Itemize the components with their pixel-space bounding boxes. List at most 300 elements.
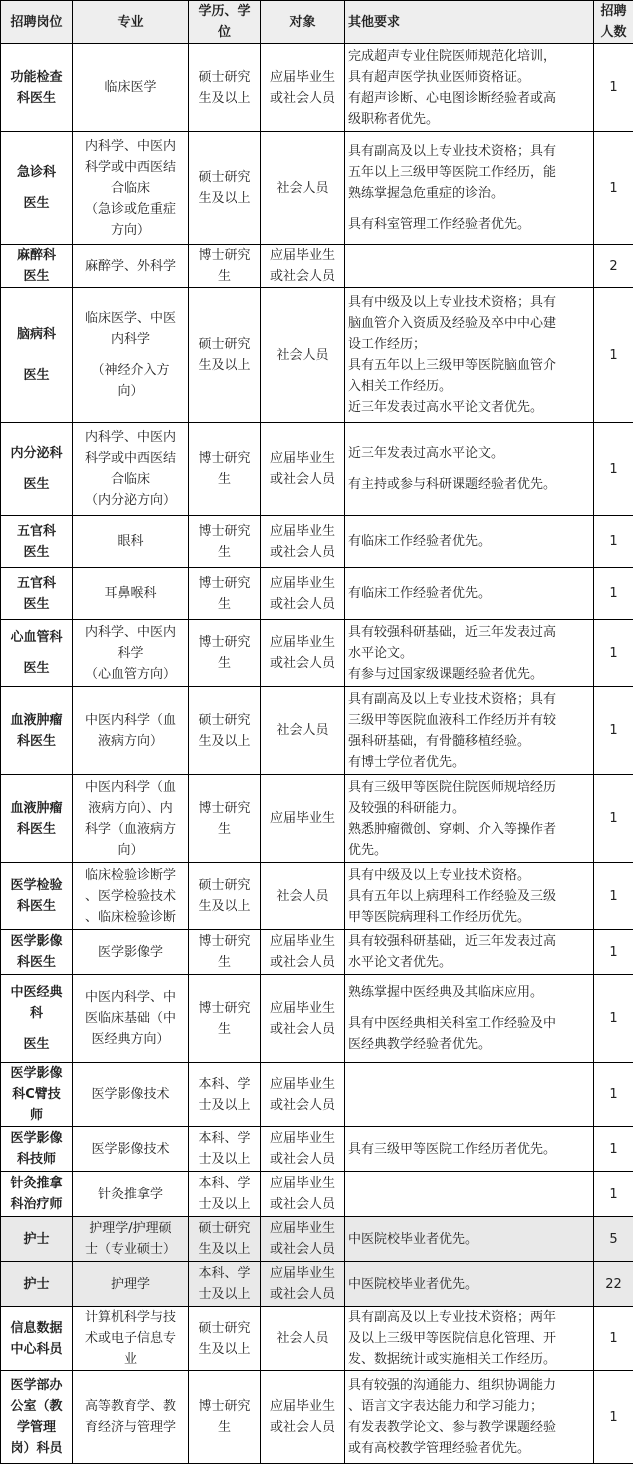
cell-line: 士及以上 [192, 1095, 257, 1116]
cell-line: 发、数据统计或实施相关工作经历。 [348, 1349, 590, 1370]
cell-post [1, 132, 73, 245]
cell-post [1, 1262, 73, 1307]
cell-requirements [345, 1307, 594, 1371]
cell-line: 内科学 [76, 329, 185, 350]
cell-post [1, 1371, 73, 1464]
cell-target [261, 44, 345, 132]
cell-line: 具有科室管理工作经验者优先。 [348, 214, 590, 235]
cell-line: 入相关工作经历。 [348, 376, 590, 397]
cell-line: 生 [192, 653, 257, 674]
cell-line: 内科学、中医内 [76, 622, 185, 643]
cell-line: 生及以上 [192, 1339, 257, 1360]
cell-target [261, 1063, 345, 1127]
table-row [1, 568, 633, 620]
cell-line: 医生 [4, 193, 69, 214]
table-row [1, 930, 633, 975]
cell-requirements [345, 975, 594, 1063]
cell-requirements [345, 245, 594, 288]
cell-education [189, 132, 261, 245]
cell-line: 公室（教 [4, 1396, 69, 1417]
table-row [1, 245, 633, 288]
cell-line: 五官科 [4, 521, 69, 542]
cell-requirements [345, 1063, 594, 1127]
header-requirements [345, 1, 594, 44]
cell-post [1, 1172, 73, 1217]
table-row [1, 516, 633, 568]
cell-line: 应届毕业生 [264, 1173, 341, 1194]
cell-line: 科治疗师 [4, 1194, 69, 1215]
table-row [1, 975, 633, 1063]
cell-line: 具有三级甲等医院住院医师规培经历 [348, 777, 590, 798]
cell-line: 博士研究 [192, 521, 257, 542]
cell-line: 社会人员 [264, 720, 341, 741]
cell-line: 中医经典 [4, 982, 69, 1003]
cell-line: 应届毕业生 [264, 998, 341, 1019]
cell-line: 急诊科 [4, 162, 69, 183]
table-body [1, 44, 633, 1464]
cell-count: 1 [594, 1307, 633, 1371]
cell-line: 其他要求 [348, 12, 590, 33]
cell-line: 中医内科学（血 [76, 710, 185, 731]
cell-line: 或社会人员 [264, 594, 341, 615]
cell-line: 硕士研究 [192, 875, 257, 896]
cell-target [261, 245, 345, 288]
cell-post [1, 568, 73, 620]
cell-line: 医临床基础（中 [76, 1008, 185, 1029]
cell-line: 近三年发表过高水平论文。 [348, 443, 590, 464]
cell-line: 医学影像 [4, 931, 69, 952]
cell-target [261, 1172, 345, 1217]
cell-line: 液病方向） [76, 731, 185, 752]
cell-target [261, 1262, 345, 1307]
cell-line: 医生 [4, 658, 69, 679]
cell-line: 应届毕业生 [264, 521, 341, 542]
cell-line: 或社会人员 [264, 1019, 341, 1040]
cell-line: 生及以上 [192, 896, 257, 917]
cell-line: 护士 [4, 1229, 69, 1250]
cell-line: 或社会人员 [264, 1239, 341, 1260]
cell-line: 科学或中西医结 [76, 157, 185, 178]
cell-line: 社会人员 [264, 345, 341, 366]
cell-requirements [345, 288, 594, 423]
cell-target [261, 930, 345, 975]
cell-requirements [345, 775, 594, 863]
cell-count: 2 [594, 245, 633, 288]
cell-post [1, 687, 73, 775]
cell-line: 、临床检验诊断 [76, 907, 185, 928]
cell-line: 医学影像 [4, 1063, 69, 1084]
cell-line: 科技师 [4, 1149, 69, 1170]
cell-major [73, 1063, 189, 1127]
cell-line: 博士研究 [192, 245, 257, 266]
cell-major [73, 775, 189, 863]
cell-count: 1 [594, 516, 633, 568]
cell-line: 内科学、中医内 [76, 427, 185, 448]
cell-line: 硕士研究 [192, 710, 257, 731]
cell-line: 医生 [4, 1034, 69, 1055]
cell-line: 、医学检验技术 [76, 886, 185, 907]
cell-major [73, 1262, 189, 1307]
cell-count: 1 [594, 132, 633, 245]
header-target [261, 1, 345, 44]
cell-line: 招聘岗位 [4, 12, 69, 33]
table-row [1, 775, 633, 863]
cell-line: 具有中级及以上专业技术资格。 [348, 865, 590, 886]
cell-line: 士及以上 [192, 1194, 257, 1215]
cell-line: 医生 [4, 266, 69, 287]
cell-line: 育经济与管理学 [76, 1417, 185, 1438]
cell-line: 或社会人员 [264, 266, 341, 287]
cell-line: 向） [76, 840, 185, 861]
cell-line: 士（专业硕士） [76, 1239, 185, 1260]
cell-line: 博士研究 [192, 931, 257, 952]
cell-line: 有博士学位者优先。 [348, 752, 590, 773]
cell-line: 临床医学、中医 [76, 308, 185, 329]
cell-line: 有主持或参与科研课题经验者优先。 [348, 474, 590, 495]
cell-line: 近三年发表过高水平论文者优先。 [348, 397, 590, 418]
table-row [1, 1217, 633, 1262]
cell-requirements [345, 863, 594, 930]
cell-line: 、语言文字表达能力和学习能力； [348, 1396, 590, 1417]
cell-line: （神经介入方 [76, 360, 185, 381]
cell-target [261, 516, 345, 568]
cell-count: 1 [594, 687, 633, 775]
cell-line: 社会人员 [264, 178, 341, 199]
line-gap [4, 355, 69, 365]
cell-education [189, 516, 261, 568]
cell-target [261, 1217, 345, 1262]
cell-line: 对象 [264, 12, 341, 33]
cell-line: 眼科 [76, 531, 185, 552]
cell-line: 医学影像 [4, 1128, 69, 1149]
cell-line: （急诊或危重症 [76, 199, 185, 220]
cell-line: 应届毕业生 [264, 67, 341, 88]
cell-line: 人数 [597, 22, 630, 43]
cell-line: 或社会人员 [264, 542, 341, 563]
cell-requirements [345, 1127, 594, 1172]
cell-post [1, 423, 73, 516]
cell-count: 5 [594, 1217, 633, 1262]
table-row [1, 423, 633, 516]
table-row [1, 620, 633, 687]
cell-line: 有发表教学论文、参与教学课题经验 [348, 1417, 590, 1438]
line-gap [4, 1024, 69, 1034]
cell-line: 具有中医经典相关科室工作经验及中 [348, 1013, 590, 1034]
cell-major [73, 975, 189, 1063]
cell-line: 学历、学 [192, 1, 257, 22]
cell-line: 科医生 [4, 952, 69, 973]
cell-line: 招聘 [597, 1, 630, 22]
cell-line: 高等教育学、教 [76, 1396, 185, 1417]
cell-line: 五官科 [4, 573, 69, 594]
cell-major [73, 1307, 189, 1371]
cell-line: 生及以上 [192, 731, 257, 752]
cell-line: 应届毕业生 [264, 1218, 341, 1239]
cell-line: 内科学、中医内 [76, 136, 185, 157]
cell-line: 方向） [76, 220, 185, 241]
cell-line: 应届毕业生 [264, 808, 341, 829]
cell-line: 血液肿瘤 [4, 798, 69, 819]
cell-line: 功能检查 [4, 67, 69, 88]
cell-line: 医学检验 [4, 875, 69, 896]
line-gap [348, 1003, 590, 1013]
line-gap [4, 648, 69, 658]
cell-requirements [345, 687, 594, 775]
cell-target [261, 620, 345, 687]
cell-line: 本科、学 [192, 1173, 257, 1194]
cell-requirements [345, 1172, 594, 1217]
cell-line: 熟练掌握急危重症的诊治。 [348, 183, 590, 204]
cell-major [73, 1371, 189, 1464]
cell-line: 或社会人员 [264, 1284, 341, 1305]
header-post [1, 1, 73, 44]
cell-line: 科 [4, 1003, 69, 1024]
cell-line: 应届毕业生 [264, 931, 341, 952]
cell-count: 1 [594, 1172, 633, 1217]
cell-education [189, 620, 261, 687]
table-header-row [1, 1, 633, 44]
table-row [1, 1307, 633, 1371]
cell-requirements [345, 516, 594, 568]
cell-target [261, 1127, 345, 1172]
cell-line: （内分泌方向） [76, 490, 185, 511]
cell-line: 生 [192, 1417, 257, 1438]
cell-line: 护理学 [76, 1274, 185, 1295]
cell-line: 临床检验诊断学 [76, 865, 185, 886]
cell-count: 1 [594, 775, 633, 863]
cell-line: 业 [76, 1349, 185, 1370]
table-row [1, 1063, 633, 1127]
cell-requirements [345, 423, 594, 516]
cell-line: 本科、学 [192, 1074, 257, 1095]
cell-education [189, 568, 261, 620]
cell-education [189, 1127, 261, 1172]
line-gap [76, 350, 185, 360]
table-row [1, 1127, 633, 1172]
table-row [1, 44, 633, 132]
cell-line: 及较强的科研能力。 [348, 798, 590, 819]
cell-line: 有参与过国家级课题经验者优先。 [348, 664, 590, 685]
cell-major [73, 568, 189, 620]
cell-line: 博士研究 [192, 1396, 257, 1417]
cell-target [261, 775, 345, 863]
header-count [594, 1, 633, 44]
cell-major [73, 516, 189, 568]
cell-line: 医学影像技术 [76, 1139, 185, 1160]
cell-major [73, 132, 189, 245]
cell-line: 临床医学 [76, 77, 185, 98]
cell-line: 医经典教学经验者优先。 [348, 1034, 590, 1055]
cell-requirements [345, 1262, 594, 1307]
cell-major [73, 423, 189, 516]
cell-line: 护理学/护理硕 [76, 1218, 185, 1239]
cell-line: 学管理 [4, 1417, 69, 1438]
cell-line: 中医院校毕业者优先。 [348, 1229, 590, 1250]
cell-target [261, 568, 345, 620]
cell-line: 优先。 [348, 840, 590, 861]
cell-line: 五年以上三级甲等医院工作经历，能 [348, 162, 590, 183]
cell-line: 科C臂技 [4, 1084, 69, 1105]
cell-line: 完成超声专业住院医师规范化培训， [348, 46, 590, 67]
cell-line: 生 [192, 952, 257, 973]
cell-line: 医生 [4, 542, 69, 563]
cell-requirements [345, 568, 594, 620]
cell-line: 科学（血液病方 [76, 819, 185, 840]
cell-line: 应届毕业生 [264, 1263, 341, 1284]
cell-line: 三级甲等医院血液科工作经历并有较 [348, 710, 590, 731]
cell-count: 1 [594, 288, 633, 423]
cell-line: 应届毕业生 [264, 1074, 341, 1095]
cell-line: 麻醉学、外科学 [76, 256, 185, 277]
cell-requirements [345, 44, 594, 132]
cell-line: 麻醉科 [4, 245, 69, 266]
cell-line: 硕士研究 [192, 67, 257, 88]
cell-line: 科医生 [4, 896, 69, 917]
cell-line: 或社会人员 [264, 1149, 341, 1170]
cell-major [73, 1127, 189, 1172]
table-row [1, 863, 633, 930]
cell-major [73, 1217, 189, 1262]
table-row [1, 1262, 633, 1307]
cell-line: 博士研究 [192, 798, 257, 819]
cell-line: 应届毕业生 [264, 448, 341, 469]
cell-line: 师 [4, 1105, 69, 1126]
cell-line: 血液肿瘤 [4, 710, 69, 731]
cell-post [1, 863, 73, 930]
cell-target [261, 1307, 345, 1371]
cell-line: 社会人员 [264, 1328, 341, 1349]
cell-line: 甲等医院病理科工作经历优先。 [348, 907, 590, 928]
cell-requirements [345, 1217, 594, 1262]
cell-education [189, 288, 261, 423]
cell-line: 科学或中西医结 [76, 448, 185, 469]
cell-line: 有临床工作经验者优先。 [348, 583, 590, 604]
cell-line: 生及以上 [192, 355, 257, 376]
cell-line: 水平论文者优先。 [348, 952, 590, 973]
cell-line: 脑病科 [4, 324, 69, 345]
cell-line: 科学 [76, 643, 185, 664]
cell-line: 士及以上 [192, 1149, 257, 1170]
cell-count: 1 [594, 44, 633, 132]
cell-line: 有临床工作经验者优先。 [348, 531, 590, 552]
cell-requirements [345, 132, 594, 245]
cell-major [73, 288, 189, 423]
cell-line: 级职称者优先。 [348, 109, 590, 130]
cell-line: 医生 [4, 365, 69, 386]
cell-count: 1 [594, 1371, 633, 1464]
cell-line: 具有中级及以上专业技术资格；具有 [348, 292, 590, 313]
cell-line: 中医院校毕业者优先。 [348, 1274, 590, 1295]
cell-line: 水平论文。 [348, 643, 590, 664]
cell-target [261, 132, 345, 245]
cell-line: 合临床 [76, 469, 185, 490]
cell-line: （心血管方向） [76, 664, 185, 685]
cell-line: 具有较强科研基础，近三年发表过高 [348, 622, 590, 643]
cell-line: 及以上三级甲等医院信息化管理、开 [348, 1328, 590, 1349]
cell-line: 社会人员 [264, 886, 341, 907]
cell-line: 或社会人员 [264, 1194, 341, 1215]
cell-line: 或社会人员 [264, 1095, 341, 1116]
cell-post [1, 44, 73, 132]
cell-line: 或社会人员 [264, 653, 341, 674]
cell-line: 应届毕业生 [264, 1128, 341, 1149]
cell-line: 熟练掌握中医经典及其临床应用。 [348, 982, 590, 1003]
cell-line: 应届毕业生 [264, 1396, 341, 1417]
cell-education [189, 1307, 261, 1371]
cell-education [189, 1262, 261, 1307]
cell-major [73, 44, 189, 132]
cell-line: 具有五年以上三级甲等医院脑血管介 [348, 355, 590, 376]
line-gap [4, 464, 69, 474]
table-row [1, 687, 633, 775]
cell-target [261, 687, 345, 775]
cell-line: 具有超声医学执业医师资格证。 [348, 67, 590, 88]
cell-line: 科医生 [4, 819, 69, 840]
cell-line: 位 [192, 22, 257, 43]
cell-line: 或有高校教学管理经验者优先。 [348, 1438, 590, 1459]
cell-line: 硕士研究 [192, 334, 257, 355]
table-row [1, 1172, 633, 1217]
cell-line: 应届毕业生 [264, 245, 341, 266]
cell-line: 士及以上 [192, 1284, 257, 1305]
cell-education [189, 44, 261, 132]
cell-line: 硕士研究 [192, 1318, 257, 1339]
header-education [189, 1, 261, 44]
table-row [1, 1371, 633, 1464]
cell-education [189, 245, 261, 288]
cell-major [73, 930, 189, 975]
header-major [73, 1, 189, 44]
cell-line: 术或电子信息专 [76, 1328, 185, 1349]
cell-education [189, 863, 261, 930]
cell-major [73, 245, 189, 288]
cell-line: 具有较强科研基础，近三年发表过高 [348, 931, 590, 952]
cell-line: 信息数据 [4, 1318, 69, 1339]
cell-education [189, 687, 261, 775]
cell-line: 耳鼻喉科 [76, 583, 185, 604]
cell-post [1, 1217, 73, 1262]
cell-count: 1 [594, 1127, 633, 1172]
cell-count: 1 [594, 620, 633, 687]
cell-line: 心血管科 [4, 627, 69, 648]
cell-major [73, 620, 189, 687]
cell-line: 护士 [4, 1274, 69, 1295]
cell-education [189, 1371, 261, 1464]
cell-line: 硕士研究 [192, 1218, 257, 1239]
cell-target [261, 863, 345, 930]
cell-post [1, 775, 73, 863]
cell-line: 具有三级甲等医院工作经历者优先。 [348, 1139, 590, 1160]
cell-line: 中医内科学、中 [76, 987, 185, 1008]
cell-line: 本科、学 [192, 1128, 257, 1149]
cell-line: 本科、学 [192, 1263, 257, 1284]
cell-education [189, 423, 261, 516]
cell-post [1, 245, 73, 288]
line-gap [348, 204, 590, 214]
cell-line: 应届毕业生 [264, 632, 341, 653]
cell-line: 具有副高及以上专业技术资格；具有 [348, 689, 590, 710]
cell-line: 或社会人员 [264, 88, 341, 109]
cell-line: 针灸推拿 [4, 1173, 69, 1194]
cell-post [1, 1307, 73, 1371]
cell-line: 生 [192, 819, 257, 840]
cell-requirements [345, 930, 594, 975]
cell-line: 或社会人员 [264, 469, 341, 490]
cell-line: 科医生 [4, 88, 69, 109]
table-row [1, 132, 633, 245]
cell-line: 具有副高及以上专业技术资格；两年 [348, 1307, 590, 1328]
cell-line: 或社会人员 [264, 952, 341, 973]
